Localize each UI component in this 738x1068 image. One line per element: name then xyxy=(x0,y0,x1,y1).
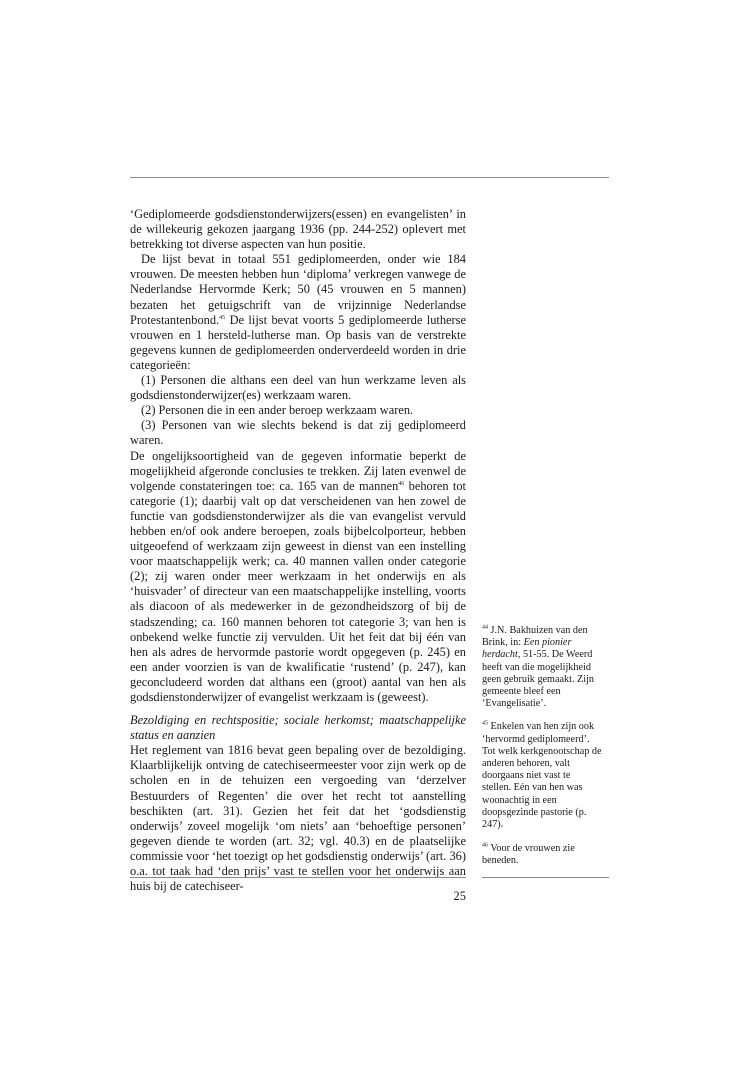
bottom-rule-main xyxy=(130,877,466,878)
page-number: 25 xyxy=(453,889,466,903)
footnote-44-text-b: , 51-55. De Weerd heeft van die mogelijkheid geen gebruik gemaakt. Zijn gemeente bleef een ‘Evangelisatie’. xyxy=(482,649,595,710)
footnote-45-text: Enkelen van hen zijn ook ‘hervormd gediplomeerd’. Tot welk kerkgenootschap de anderen behoren, valt doorgaans niet vast te stellen. Eén van hen was woonachtig in een doopsgezinde pastorie (p. 247). xyxy=(482,721,602,831)
footnote-ref-46[interactable]: 46 xyxy=(398,480,405,487)
category-item-2: (2) Personen die in een ander beroep werkzaam waren. xyxy=(141,403,414,418)
paragraph-3-text-a: De ongelijksoortigheid van de gegeven informatie beperkt de mogelijkheid afgeronde conclusies te trekken. Zij laten evenwel de volgende constateringen toe: ca. 165 van de mannen xyxy=(130,448,466,493)
footnote-45 xyxy=(482,721,602,831)
footnote-46-number: 46 xyxy=(482,842,488,849)
paragraph-2-text-b: De lijst bevat voorts 5 gediplomeerde lutherse vrouwen en 1 hersteld-lutherse man. Op basis van de verstrekte gegevens kunnen de gediplomeerden onderverdeeld worden in drie categorieën: xyxy=(130,312,466,372)
category-item-1: (1) Personen die althans een deel van hun werkzame leven als godsdienstonderwijzer(es) werkzaam waren. xyxy=(130,373,466,403)
footnotes-column xyxy=(482,625,602,880)
footnote-44 xyxy=(482,625,602,710)
paragraph-2-text-a: De lijst bevat in totaal 551 gediplomeerden, onder wie 184 vrouwen. De meesten hebben hun ‘diploma’ verkregen vanwege de Nederlandse Hervormde Kerk; 50 (45 vrouwen en 5 mannen) bezaten het getuigschrift van de vrijzinnige Nederlandse Protestantenbond. xyxy=(130,252,466,327)
footnote-45-number: 45 xyxy=(482,721,488,728)
footnote-44-number: 44 xyxy=(482,624,488,631)
section-heading: Bezoldiging en rechtspositie; sociale herkomst; maatschappelijke status en aanzien xyxy=(130,713,466,743)
paragraph-2 xyxy=(130,252,466,373)
footnote-ref-45[interactable]: 45 xyxy=(219,314,226,321)
footnote-44-text-a: J.N. Bakhuizen van den Brink, in: xyxy=(482,625,588,649)
bottom-rule-side xyxy=(482,877,609,878)
footnote-46 xyxy=(482,843,602,867)
main-text-column xyxy=(130,207,466,894)
paragraph-4: Het reglement van 1816 bevat geen bepaling over de bezoldiging. Klaarblijkelijk ontving de catechiseermeester voor zijn werk op de scholen en in de tehuizen een vergoeding van ‘derzelver Bestuurders of Regenten’ die over het recht tot aanstelling beschikten (art. 31). Gezien het feit dat het ‘godsdienstig onderwijs’ zoveel mogelijk ‘om niets’ aan ‘behoeftige personen’ gegeven diende te worden (art. 32; vgl. 40.3) en de plaatselijke commissie voor ‘het toezigt op het godsdienstig onderwijs’ (art. 36) o.a. tot taak had ‘den prijs’ vast te stellen voor het onderwijs aan huis bij de catechiseer- xyxy=(130,743,466,894)
footnote-46-text: Voor de vrouwen zie beneden. xyxy=(482,843,575,867)
category-item-3: (3) Personen van wie slechts bekend is dat zij gediplomeerd waren. xyxy=(130,418,466,448)
paragraph-1: ‘Gediplomeerde godsdienstonderwijzers(essen) en evangelisten’ in de willekeurig gekozen jaargang 1936 (pp. 244-252) oplevert met betrekking tot diverse aspecten van hun positie. xyxy=(130,207,466,252)
paragraph-3-text-b: behoren tot categorie (1); daarbij valt op dat verscheidenen van hen zowel de functie van godsdienstonderwijzer als die van evangelist vervuld hebben en/of ook andere beroepen, zoals bijbelcolporteur, hebben uitgeoefend of werkzaam zijn geweest in dienst van een instelling voor maatschappelijk werk; ca. 40 mannen vallen onder categorie (2); zij waren onder meer werkzaam in het onderwijs en als ‘huisvader’ of directeur van een maatschappelijke instelling, voorts als diacoon of als medewerker in de gezondheidszorg of bij de stadszending; ca. 160 mannen behoren tot categorie 3; van hen is onbekend welke functie zij vervulden. Uit het feit dat bij één van hen als adres de hervormde pastorie wordt opgegeven (p. 245) en een ander voorzien is van de kwalificatie ‘rustend’ (p. 247), kan geconcludeerd worden dat althans een (groot) aantal van hen als godsdienstonderwijzer of evangelist werkzaam is (geweest). xyxy=(130,478,466,704)
top-rule xyxy=(130,177,609,178)
paragraph-3 xyxy=(130,449,466,706)
footnote-44-title: Een pionier herdacht xyxy=(482,637,572,661)
